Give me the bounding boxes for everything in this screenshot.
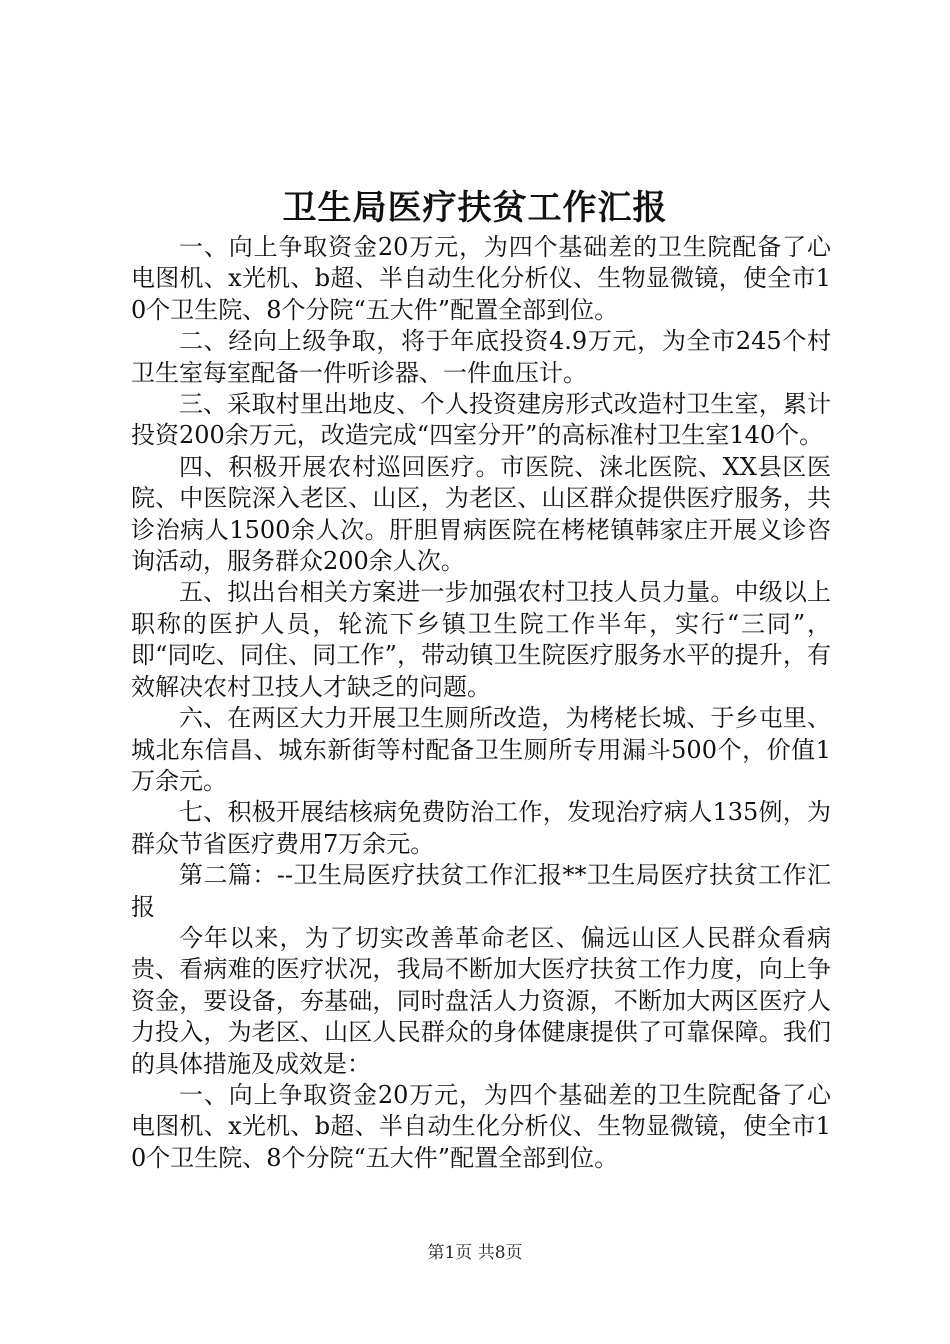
paragraph-6: 六、在两区大力开展卫生厕所改造，为栲栳长城、于乡屯里、城北东信昌、城东新街等村配备卫生厕所专用漏斗500个，价值1万余元。 xyxy=(131,704,831,795)
paragraph-repeat-1: 一、向上争取资金20万元，为四个基础差的卫生院配备了心电图机、x光机、b超、半自动生化分析仪、生物显微镜，使全市10个卫生院、8个分院“五大件”配置全部到位。 xyxy=(131,1080,831,1172)
paragraph-3: 三、采取村里出地皮、个人投资建房形式改造村卫生室，累计投资200余万元，改造完成“四室分开”的高标准村卫生室140个。 xyxy=(131,390,831,450)
paragraph-2: 二、经向上级争取，将于年底投资4.9万元，为全市245个村卫生室每室配备一件听诊器、一件血压计。 xyxy=(131,327,831,387)
page-number: 第1页 共8页 xyxy=(427,1243,523,1263)
paragraph-7: 七、积极开展结核病免费防治工作，发现治疗病人135例，为群众节省医疗费用7万余元。 xyxy=(131,798,831,858)
paragraph-4: 四、积极开展农村巡回医疗。市医院、涞北医院、XX县区医院、中医院深入老区、山区，为老区、山区群众提供医疗服务，共诊治病人1500余人次。肝胆胃病医院在栲栳镇韩家庄开展义诊咨询活动，服务群众200余人次。 xyxy=(131,452,831,576)
paragraph-1: 一、向上争取资金20万元，为四个基础差的卫生院配备了心电图机、x光机、b超、半自动生化分析仪、生物显微镜，使全市10个卫生院、8个分院“五大件”配置全部到位。 xyxy=(131,233,831,324)
section-heading-part-two: 第二篇：--卫生局医疗扶贫工作汇报**卫生局医疗扶贫工作汇报 xyxy=(131,861,831,921)
document-body xyxy=(131,232,831,1174)
paragraph-5: 五、拟出台相关方案进一步加强农村卫技人员力量。中级以上职称的医护人员，轮流下乡镇卫生院工作半年，实行“三同”，即“同吃、同住、同工作”，带动镇卫生院医疗服务水平的提升，有效解决农村卫技人才缺乏的问题。 xyxy=(131,578,831,701)
document-title: 卫生局医疗扶贫工作汇报 xyxy=(282,188,668,228)
paragraph-intro: 今年以来，为了切实改善革命老区、偏远山区人民群众看病贵、看病难的医疗状况，我局不断加大医疗扶贫工作力度，向上争资金，要设备，夯基础，同时盘活人力资源，不断加大两区医疗人力投入，为老区、山区人民群众的身体健康提供了可靠保障。我们的具体措施及成效是： xyxy=(131,923,831,1078)
